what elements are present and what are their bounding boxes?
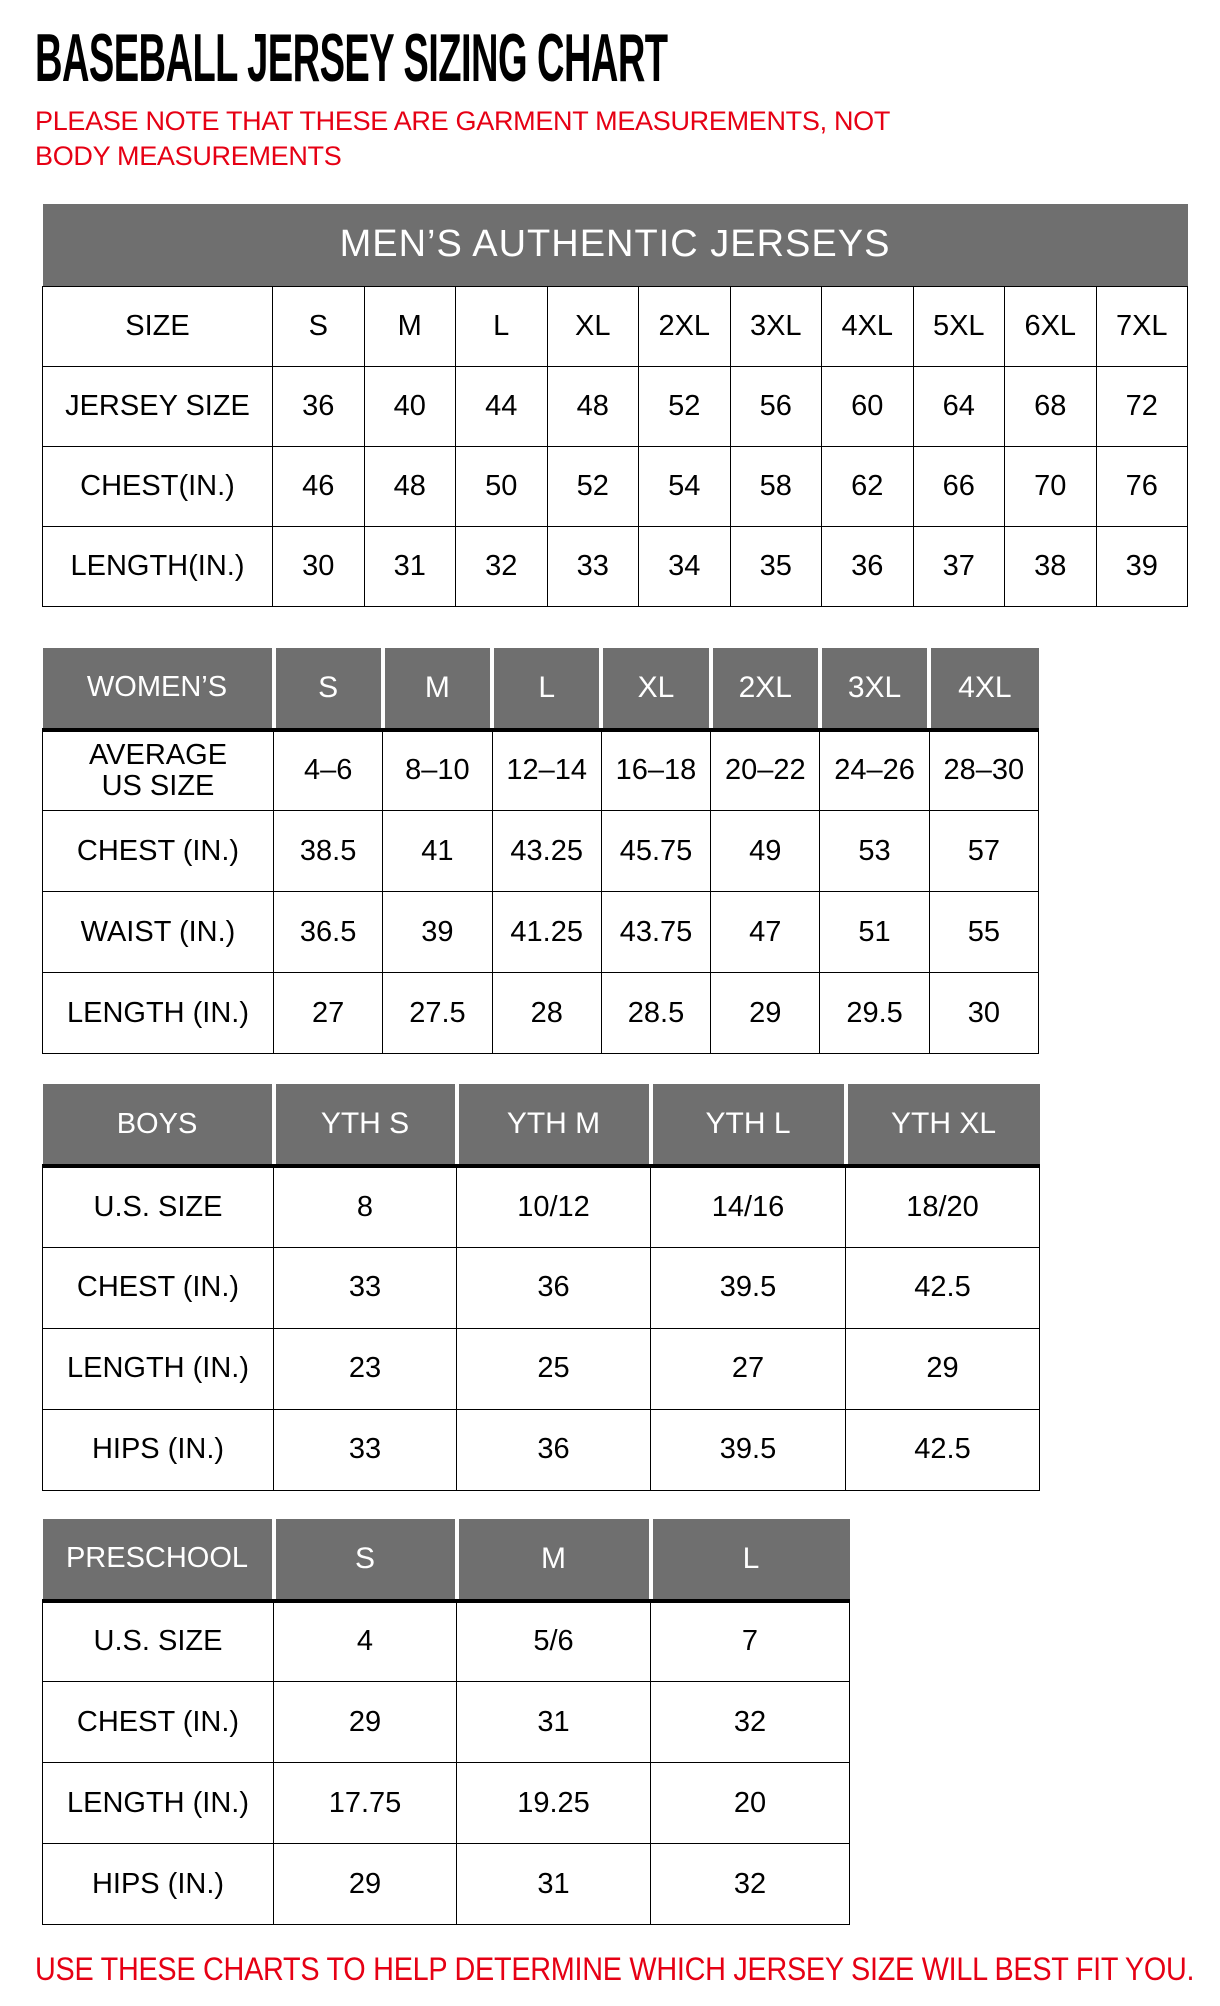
table-cell: 70 <box>1005 446 1097 526</box>
table-cell: 72 <box>1096 366 1188 446</box>
table-cell: 46 <box>273 446 365 526</box>
row-label: JERSEY SIZE <box>43 366 273 446</box>
table-row <box>43 973 1039 1054</box>
table-cell: 52 <box>547 446 639 526</box>
table-cell: 8 <box>274 1166 457 1247</box>
table-cell: 4 <box>274 1601 457 1682</box>
size-header-cell: 3XL <box>820 648 929 730</box>
size-header-cell: M <box>457 1519 651 1601</box>
table-cell: 39.5 <box>651 1247 846 1328</box>
table-cell: 66 <box>913 446 1005 526</box>
table-cell: 20–22 <box>711 730 820 811</box>
table-cell: 64 <box>913 366 1005 446</box>
table-cell: 29 <box>711 973 820 1054</box>
table-cell: 36 <box>822 526 914 606</box>
table-cell: 27 <box>651 1328 846 1409</box>
table-row <box>43 1409 1040 1490</box>
row-label: CHEST (IN.) <box>43 1682 274 1763</box>
size-header-cell: 2XL <box>711 648 820 730</box>
table-cell: 34 <box>639 526 731 606</box>
table-cell: 36.5 <box>274 892 383 973</box>
table-cell: 4XL <box>822 286 914 366</box>
mens-table-title: MEN’S AUTHENTIC JERSEYS <box>43 204 1188 286</box>
row-label: LENGTH (IN.) <box>43 1328 274 1409</box>
table-cell: 35 <box>730 526 822 606</box>
table-cell: 7XL <box>1096 286 1188 366</box>
row-label: U.S. SIZE <box>43 1601 274 1682</box>
table-row <box>43 1328 1040 1409</box>
table-cell: 28.5 <box>601 973 710 1054</box>
table-cell: 47 <box>711 892 820 973</box>
table-cell: 57 <box>929 811 1038 892</box>
table-cell: 30 <box>929 973 1038 1054</box>
table-row <box>43 1844 850 1925</box>
row-label: LENGTH (IN.) <box>43 1763 274 1844</box>
table-cell: 12–14 <box>492 730 601 811</box>
table-cell: 28 <box>492 973 601 1054</box>
table-cell: 54 <box>639 446 731 526</box>
table-cell: 5XL <box>913 286 1005 366</box>
table-cell: 40 <box>364 366 456 446</box>
table-cell: 60 <box>822 366 914 446</box>
table-cell: 31 <box>457 1682 651 1763</box>
table-cell: 56 <box>730 366 822 446</box>
row-label: CHEST(IN.) <box>43 446 273 526</box>
page-title: BASEBALL JERSEY SIZING CHART <box>35 20 668 96</box>
size-header-cell: YTH L <box>651 1084 846 1166</box>
table-cell: 23 <box>274 1328 457 1409</box>
table-row <box>43 1247 1040 1328</box>
mens-sizing-table <box>42 204 1188 607</box>
table-cell: 45.75 <box>601 811 710 892</box>
table-cell: 31 <box>364 526 456 606</box>
garment-measurements-note: PLEASE NOTE THAT THESE ARE GARMENT MEASUREMENTS, NOT BODY MEASUREMENTS <box>35 106 890 171</box>
table-cell: 36 <box>457 1247 651 1328</box>
table-cell: 48 <box>547 366 639 446</box>
table-row <box>43 1601 850 1682</box>
table-cell: 2XL <box>639 286 731 366</box>
table-cell: 4–6 <box>274 730 383 811</box>
table-cell: 14/16 <box>651 1166 846 1247</box>
table-cell: 68 <box>1005 366 1097 446</box>
table-cell: 16–18 <box>601 730 710 811</box>
row-label <box>43 730 274 811</box>
table-cell: 43.25 <box>492 811 601 892</box>
size-header-cell: L <box>651 1519 850 1601</box>
table-cell: 32 <box>651 1682 850 1763</box>
table-cell: 3XL <box>730 286 822 366</box>
table-cell: 17.75 <box>274 1763 457 1844</box>
table-cell: 19.25 <box>457 1763 651 1844</box>
table-header-row <box>43 1084 1040 1166</box>
row-label: HIPS (IN.) <box>43 1409 274 1490</box>
table-row <box>43 1763 850 1844</box>
table-cell: 62 <box>822 446 914 526</box>
table-cell: 36 <box>457 1409 651 1490</box>
table-header-row <box>43 204 1188 286</box>
table-cell: 51 <box>820 892 929 973</box>
size-header-cell: YTH S <box>274 1084 457 1166</box>
table-cell: 28–30 <box>929 730 1038 811</box>
row-label: WAIST (IN.) <box>43 892 274 973</box>
table-cell: 29.5 <box>820 973 929 1054</box>
table-cell: 52 <box>639 366 731 446</box>
table-cell: 42.5 <box>846 1247 1040 1328</box>
row-label-line: AVERAGE <box>88 738 228 771</box>
row-label: U.S. SIZE <box>43 1166 274 1247</box>
table-cell: 30 <box>273 526 365 606</box>
table-cell: 6XL <box>1005 286 1097 366</box>
table-cell: 58 <box>730 446 822 526</box>
table-cell: 24–26 <box>820 730 929 811</box>
row-label: CHEST (IN.) <box>43 811 274 892</box>
size-header-cell: S <box>274 1519 457 1601</box>
row-label: HIPS (IN.) <box>43 1844 274 1925</box>
table-cell: 50 <box>456 446 548 526</box>
preschool-table-title: PRESCHOOL <box>43 1519 274 1601</box>
table-cell: 33 <box>274 1247 457 1328</box>
table-cell: 18/20 <box>846 1166 1040 1247</box>
table-cell: 38.5 <box>274 811 383 892</box>
size-header-cell: 4XL <box>929 648 1038 730</box>
size-header-cell: L <box>492 648 601 730</box>
table-cell: 32 <box>651 1844 850 1925</box>
table-cell: 29 <box>846 1328 1040 1409</box>
preschool-sizing-table <box>42 1519 850 1926</box>
table-cell: 8–10 <box>383 730 492 811</box>
table-cell: 32 <box>456 526 548 606</box>
row-label: LENGTH(IN.) <box>43 526 273 606</box>
table-cell: 10/12 <box>457 1166 651 1247</box>
table-cell: 48 <box>364 446 456 526</box>
table-cell: 38 <box>1005 526 1097 606</box>
table-cell: 55 <box>929 892 1038 973</box>
table-cell: 44 <box>456 366 548 446</box>
table-cell: 27.5 <box>383 973 492 1054</box>
table-cell: 31 <box>457 1844 651 1925</box>
boys-sizing-table <box>42 1084 1040 1491</box>
table-row <box>43 811 1039 892</box>
table-cell: M <box>364 286 456 366</box>
table-cell: 37 <box>913 526 1005 606</box>
table-row <box>43 286 1188 366</box>
table-cell: 41 <box>383 811 492 892</box>
table-cell: 49 <box>711 811 820 892</box>
table-cell: 39 <box>383 892 492 973</box>
table-cell: 39 <box>1096 526 1188 606</box>
table-cell: S <box>273 286 365 366</box>
table-cell: 39.5 <box>651 1409 846 1490</box>
table-cell: 43.75 <box>601 892 710 973</box>
table-cell: 29 <box>274 1682 457 1763</box>
size-header-cell: S <box>274 648 383 730</box>
table-cell: 33 <box>274 1409 457 1490</box>
womens-table-title: WOMEN’S <box>43 648 274 730</box>
table-row <box>43 526 1188 606</box>
fit-advice-footer: USE THESE CHARTS TO HELP DETERMINE WHICH JERSEY SIZE WILL BEST FIT YOU. <box>35 1951 1195 1987</box>
table-cell: L <box>456 286 548 366</box>
size-header-cell: YTH XL <box>846 1084 1040 1166</box>
table-cell: 25 <box>457 1328 651 1409</box>
table-header-row <box>43 1519 850 1601</box>
table-cell: 41.25 <box>492 892 601 973</box>
womens-sizing-table <box>42 648 1039 1055</box>
row-label-line: US SIZE <box>101 769 215 802</box>
table-cell: 5/6 <box>457 1601 651 1682</box>
table-row <box>43 892 1039 973</box>
table-row <box>43 1166 1040 1247</box>
table-cell: 53 <box>820 811 929 892</box>
row-label: LENGTH (IN.) <box>43 973 274 1054</box>
size-header-cell: M <box>383 648 492 730</box>
table-cell: 36 <box>273 366 365 446</box>
boys-table-title: BOYS <box>43 1084 274 1166</box>
size-header-cell: YTH M <box>457 1084 651 1166</box>
row-label: SIZE <box>43 286 273 366</box>
table-cell: 29 <box>274 1844 457 1925</box>
table-row <box>43 730 1039 811</box>
table-header-row <box>43 648 1039 730</box>
table-cell: 76 <box>1096 446 1188 526</box>
row-label: CHEST (IN.) <box>43 1247 274 1328</box>
table-row <box>43 1682 850 1763</box>
table-row <box>43 366 1188 446</box>
size-header-cell: XL <box>601 648 710 730</box>
table-cell: 42.5 <box>846 1409 1040 1490</box>
table-cell: 33 <box>547 526 639 606</box>
table-cell: 20 <box>651 1763 850 1844</box>
table-cell: 27 <box>274 973 383 1054</box>
table-row <box>43 446 1188 526</box>
table-cell: XL <box>547 286 639 366</box>
table-cell: 7 <box>651 1601 850 1682</box>
